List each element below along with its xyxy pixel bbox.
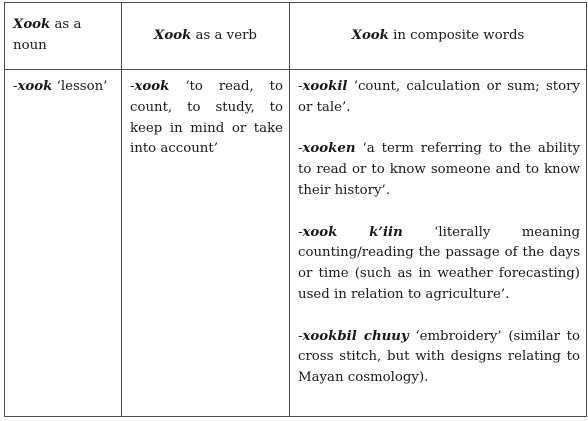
header-composite — [290, 3, 587, 70]
header-row — [5, 3, 587, 70]
header-verb-rest: as a verb — [191, 27, 257, 43]
noun-gloss: ‘lesson’ — [52, 79, 108, 94]
composite-entry — [298, 223, 580, 306]
verb-gloss: ‘to read, to count, to study, to keep in mind or take into account’ — [130, 79, 283, 157]
verb-prefix: - — [130, 79, 135, 94]
header-composite-term: Xook — [351, 27, 389, 43]
composite-gloss: ‘count, calculation or sum; story or tale’. — [298, 79, 580, 115]
composite-prefix: - — [298, 328, 303, 344]
composite-entry — [298, 77, 580, 119]
composite-entry — [298, 327, 580, 389]
verb-cell — [122, 70, 290, 417]
composite-term: xook k’iin — [302, 224, 403, 240]
composite-gloss: ‘literally meaning counting/reading the passage of the days or time (such as in weather forecasting) used in relation to agriculture’. — [298, 224, 580, 302]
composite-cell — [290, 70, 587, 417]
header-noun-rest: as a noun — [13, 17, 82, 53]
header-verb-term: Xook — [154, 27, 192, 43]
table-container — [4, 2, 587, 417]
composite-term: xooken — [302, 141, 356, 157]
noun-cell — [5, 70, 122, 417]
header-noun-term: Xook — [13, 17, 51, 33]
composite-gloss: ‘a term referring to the ability to read or to know someone and to know their history’. — [298, 141, 580, 198]
noun-prefix: - — [13, 79, 18, 94]
header-verb — [122, 3, 290, 70]
noun-term: xook — [17, 79, 53, 94]
body-row — [5, 70, 587, 417]
header-composite-rest: in composite words — [388, 27, 525, 43]
composite-gloss: ‘embroidery’ (similar to cross stitch, but with designs relating to Mayan cosmology). — [298, 328, 581, 386]
xook-usage-table — [4, 2, 587, 417]
composite-prefix: - — [298, 141, 303, 157]
composite-prefix: - — [298, 224, 303, 240]
composite-term: xookil — [302, 79, 348, 94]
header-noun — [5, 3, 122, 70]
composite-entry — [298, 139, 580, 201]
composite-prefix: - — [298, 79, 303, 94]
composite-term: xookbil chuuy — [302, 328, 409, 344]
verb-term: xook — [134, 79, 170, 94]
